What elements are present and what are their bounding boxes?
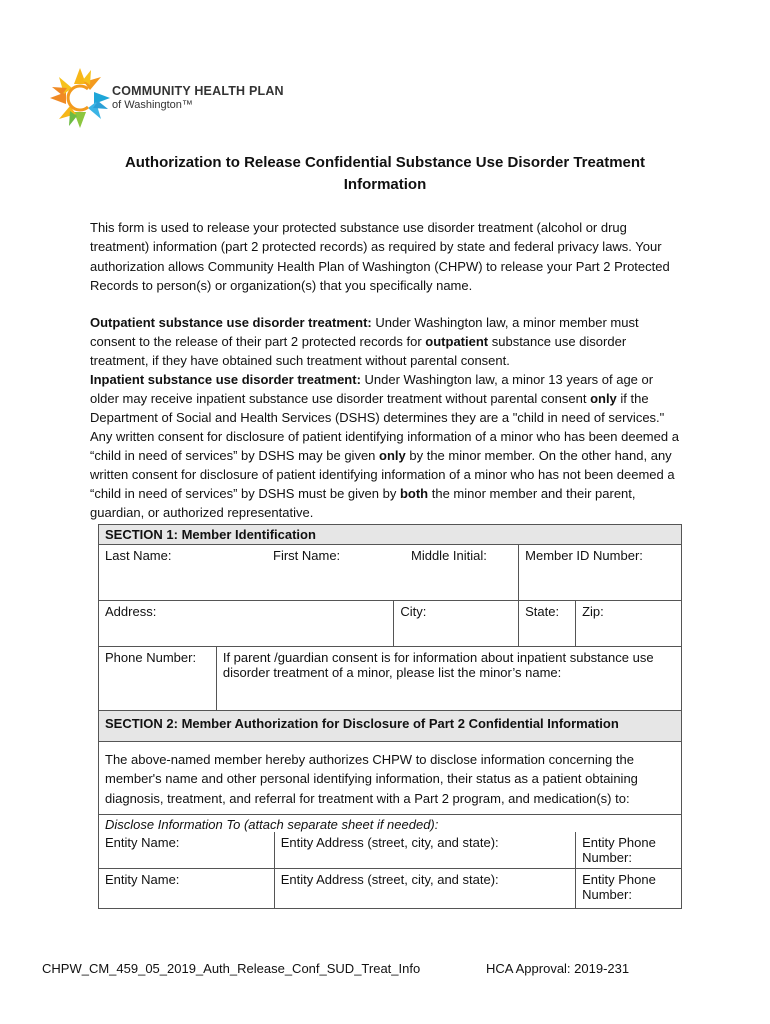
section2-header: SECTION 2: Member Authorization for Disclosure of Part 2 Confidential Information [99, 711, 682, 742]
disclose-to-label: Disclose Information To (attach separate sheet if needed): [99, 815, 682, 833]
phone-field[interactable]: Phone Number: [99, 647, 217, 711]
city-field[interactable]: City: [394, 601, 519, 647]
member-id-field[interactable]: Member ID Number: [519, 545, 682, 601]
minor-name-field[interactable]: If parent /guardian consent is for information about inpatient substance use disorder treatment of a minor, please list the minor’s name: [216, 647, 681, 711]
intro-paragraph: This form is used to release your protected substance use disorder treatment (alcohol or drug treatment) information (part 2 protected records) as required by state and federal privacy laws. Your authorization allows Community Health Plan of Washington (CHPW) to release your Part 2 Protected Records to person(s) or organization(s) that you specifically name. [90, 220, 670, 294]
authorization-form [98, 524, 682, 909]
outpatient-paragraph: Outpatient substance use disorder treatment: Under Washington law, a minor member must consent to the release of their part 2 protected records for outpatient substance use disorder treatment, if they have obtained such treatment without parental consent. [90, 315, 639, 368]
zip-field[interactable]: Zip: [576, 601, 682, 647]
inpatient-paragraph: Inpatient substance use disorder treatment: Under Washington law, a minor 13 years of age or older may receive inpatient substance use disorder treatment without parental consent only if the Department of Social and Health Services (DSHS) determines they are a "child in need of services." Any written consent for disclosure of patient identifying information of a minor who has been deemed a “child in need of services” by DSHS may be given only by the minor member. On the other hand, any written consent for disclosure of patient identifying information of a minor who has not been deemed a “child in need of services” by DSHS must be given by both the minor member and their parent, guardian, or authorized representative. [90, 372, 679, 520]
entity-phone-field-1[interactable]: Entity Phone Number: [576, 832, 682, 869]
chpw-logo-icon [44, 62, 304, 134]
approval-number: HCA Approval: 2019-231 [486, 961, 630, 976]
logo-subtitle: of Washington™ [112, 99, 193, 111]
name-fields-cell [99, 545, 519, 601]
minor-consent-rules [90, 313, 680, 522]
address-field[interactable]: Address: [99, 601, 394, 647]
section1-header: SECTION 1: Member Identification [99, 525, 682, 545]
middle-initial-field[interactable]: Middle Initial: [411, 548, 487, 563]
entity-phone-field-2[interactable]: Entity Phone Number: [576, 869, 682, 909]
form-id: CHPW_CM_459_05_2019_Auth_Release_Conf_SUD_Treat_Info [42, 961, 421, 976]
section2-body: The above-named member hereby authorizes CHPW to disclose information concerning the member's name and other personal identifying information, their status as a patient obtaining diagnosis, treatment, and referral for treatment with a Part 2 program, and medication(s) to: [99, 742, 682, 815]
entity-name-field-2[interactable]: Entity Name: [99, 869, 275, 909]
state-field[interactable]: State: [519, 601, 576, 647]
entity-name-field-1[interactable]: Entity Name: [99, 832, 275, 869]
logo-title: COMMUNITY HEALTH PLAN [112, 84, 284, 98]
first-name-field[interactable]: First Name: [273, 548, 341, 563]
page-title: Authorization to Release Confidential Substance Use Disorder Treatment Information [124, 154, 646, 193]
last-name-field[interactable]: Last Name: [105, 548, 172, 563]
entity-address-field-2[interactable]: Entity Address (street, city, and state): [274, 869, 575, 909]
entity-address-field-1[interactable]: Entity Address (street, city, and state): [274, 832, 575, 869]
